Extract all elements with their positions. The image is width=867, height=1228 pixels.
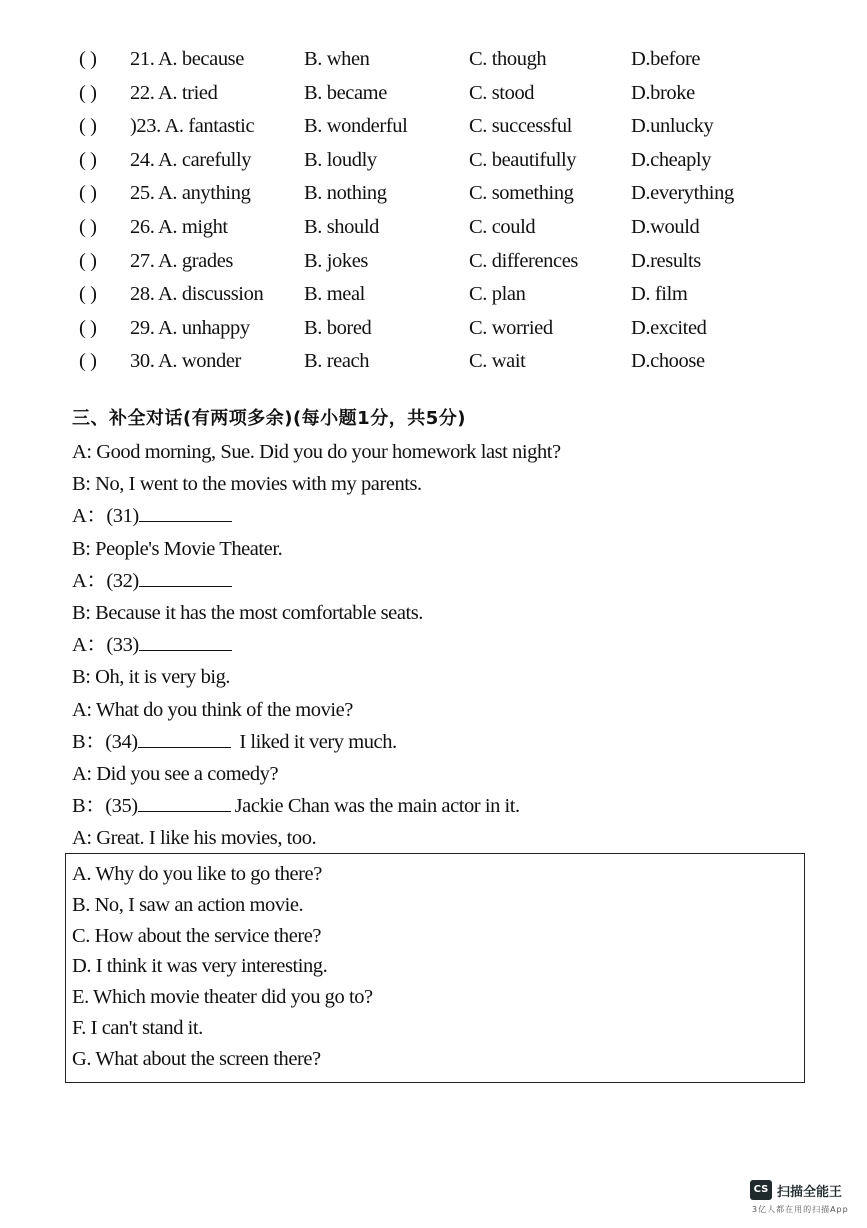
question-row [0, 78, 867, 112]
option-d: D.choose [631, 350, 705, 373]
answer-parentheses: ( ) [79, 182, 97, 205]
option-a: )23. A. fantastic [130, 115, 255, 138]
section-heading: 三、补全对话(有两项多余)(每小题1分，共5分) [72, 408, 466, 429]
option-b: B. meal [304, 283, 365, 306]
option-b: B. reach [304, 350, 370, 373]
option-b: B. wonderful [304, 115, 408, 138]
dialogue-text: B：(34) [72, 730, 138, 753]
dialogue-line [72, 694, 832, 726]
answer-blank [138, 730, 231, 748]
answer-blank [138, 794, 231, 812]
dialogue-text: B: Oh, it is very big. [72, 666, 231, 689]
option-d: D.results [631, 249, 701, 272]
answer-parentheses: ( ) [79, 316, 97, 339]
option-b: B. became [304, 81, 387, 104]
option-a: 25. A. anything [130, 182, 251, 205]
watermark-tagline: 3亿人都在用的扫描App [752, 1205, 849, 1214]
question-row [0, 178, 867, 212]
dialogue-text: A：(33) [72, 634, 139, 657]
option-d: D.before [631, 48, 701, 70]
option-a: 24. A. carefully [130, 148, 252, 171]
option-d: D.broke [631, 81, 695, 104]
answer-parentheses: ( ) [79, 215, 97, 238]
option-b: B. when [304, 48, 370, 70]
answer-blank [139, 633, 232, 651]
answer-parentheses: ( ) [79, 249, 97, 272]
option-a: 30. A. wonder [130, 350, 241, 373]
option-c: C. stood [469, 81, 535, 104]
option-b: B. jokes [304, 249, 368, 272]
option-a: 22. A. tried [130, 81, 218, 104]
dialogue [72, 436, 832, 854]
dialogue-line [72, 500, 832, 532]
answer-parentheses: ( ) [79, 81, 97, 104]
dialogue-line [72, 533, 832, 565]
option-b: B. bored [304, 316, 372, 339]
option-line: G. What about the screen there? [72, 1047, 321, 1070]
option-a: 21. A. because [130, 48, 244, 70]
option-d: D. film [631, 283, 688, 306]
question-row [0, 246, 867, 280]
option-d: D.unlucky [631, 115, 714, 138]
question-row [0, 145, 867, 179]
option-line: D. I think it was very interesting. [72, 955, 328, 978]
dialogue-line [72, 726, 832, 758]
answer-blank [139, 504, 232, 522]
dialogue-text: B: No, I went to the movies with my parents. [72, 473, 422, 496]
option-d: D.would [631, 215, 700, 238]
answer-parentheses: ( ) [79, 148, 97, 171]
dialogue-text: A: What do you think of the movie? [72, 698, 353, 721]
options-box [65, 853, 805, 1083]
option-line: E. Which movie theater did you go to? [72, 986, 373, 1009]
option-c: C. successful [469, 115, 572, 138]
dialogue-text: B：(35) [72, 795, 138, 818]
dialogue-text: B: Because it has the most comfortable seats. [72, 601, 423, 624]
multiple-choice-list [0, 44, 867, 380]
option-c: C. differences [469, 249, 579, 272]
dialogue-line [72, 565, 832, 597]
option-line: C. How about the service there? [72, 924, 322, 947]
answer-parentheses: ( ) [79, 283, 97, 306]
option-d: D.excited [631, 316, 707, 339]
option-b: B. loudly [304, 148, 377, 171]
option-c: C. could [469, 215, 536, 238]
dialogue-line [72, 822, 832, 854]
option-b: B. should [304, 215, 379, 238]
option-line: B. No, I saw an action movie. [72, 893, 304, 916]
dialogue-line [72, 436, 832, 468]
dialogue-line [72, 661, 832, 693]
question-row [0, 44, 867, 78]
option-a: 29. A. unhappy [130, 316, 250, 339]
dialogue-line [72, 629, 832, 661]
option-c: C. beautifully [469, 148, 577, 171]
question-row [0, 313, 867, 347]
dialogue-text: B: People's Movie Theater. [72, 537, 283, 560]
question-row [0, 111, 867, 145]
option-a: 28. A. discussion [130, 283, 264, 306]
dialogue-text: A: Good morning, Sue. Did you do your homework last night? [72, 441, 561, 463]
option-c: C. though [469, 48, 547, 70]
dialogue-text: A：(32) [72, 569, 139, 592]
dialogue-text-after: I liked it very much. [234, 730, 397, 753]
question-row [0, 346, 867, 380]
option-c: C. plan [469, 283, 526, 306]
option-a: 27. A. grades [130, 249, 233, 272]
dialogue-text: A：(31) [72, 505, 139, 528]
dialogue-text: A: Did you see a comedy? [72, 762, 279, 785]
camscanner-logo-icon: CS [750, 1180, 772, 1200]
answer-parentheses: ( ) [79, 48, 97, 70]
watermark-name: 扫描全能王 [777, 1185, 843, 1200]
option-d: D.cheaply [631, 148, 712, 171]
answer-parentheses: ( ) [79, 115, 97, 138]
option-b: B. nothing [304, 182, 387, 205]
answer-blank [139, 569, 232, 587]
dialogue-text-after: Jackie Chan was the main actor in it. [234, 795, 520, 818]
dialogue-line [72, 790, 832, 822]
option-c: C. something [469, 182, 574, 205]
dialogue-text: A: Great. I like his movies, too. [72, 827, 317, 850]
dialogue-line [72, 597, 832, 629]
answer-parentheses: ( ) [79, 350, 97, 373]
option-line: F. I can't stand it. [72, 1016, 203, 1039]
dialogue-line [72, 758, 832, 790]
option-line: A. Why do you like to go there? [72, 863, 322, 885]
question-row [0, 212, 867, 246]
option-a: 26. A. might [130, 215, 228, 238]
dialogue-line [72, 468, 832, 500]
option-d: D.everything [631, 182, 734, 205]
option-c: C. worried [469, 316, 553, 339]
question-row [0, 279, 867, 313]
option-c: C. wait [469, 350, 526, 373]
